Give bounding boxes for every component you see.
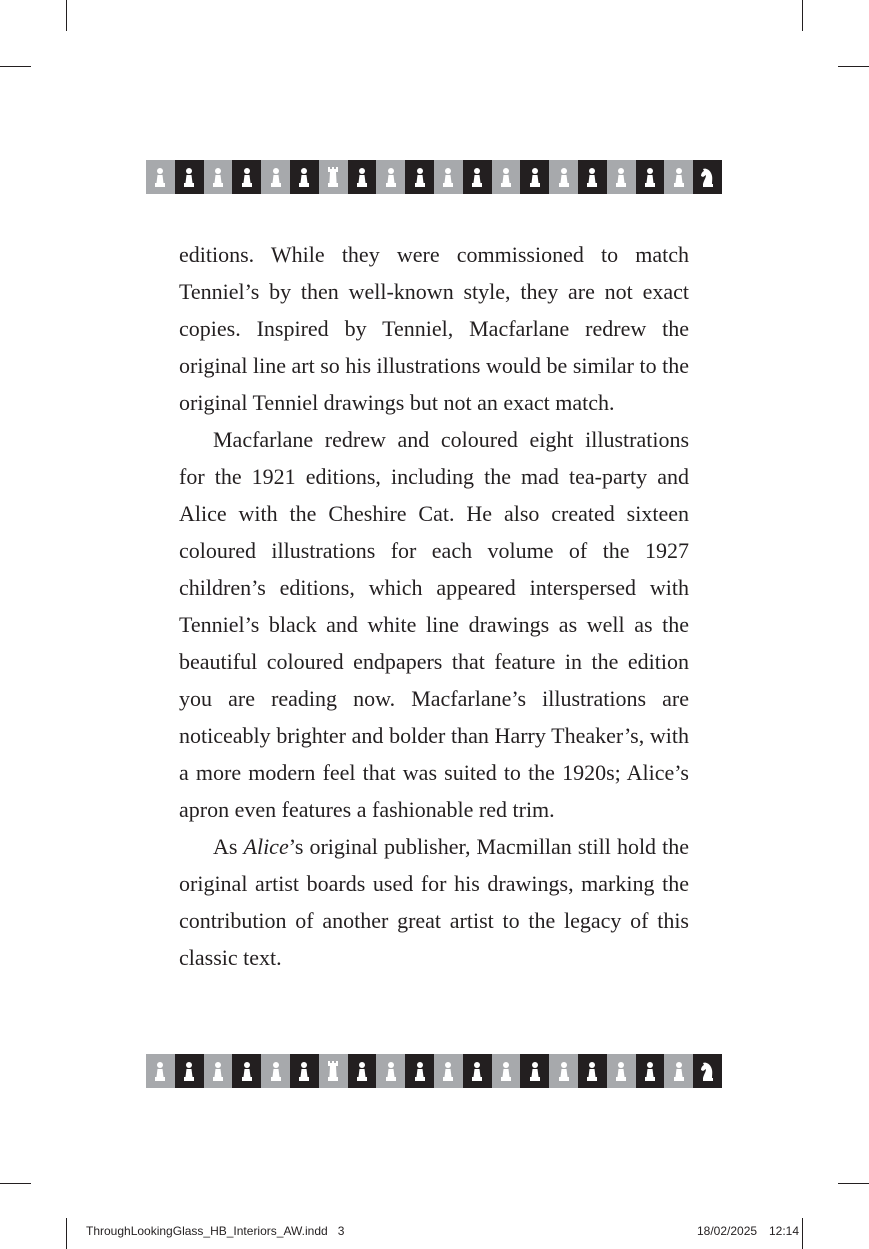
crop-mark-left-top	[0, 66, 31, 67]
chess-pawn-icon	[413, 166, 427, 188]
chess-pawn-icon	[614, 166, 628, 188]
chess-top-square	[348, 160, 377, 194]
crop-mark-right-bottom	[838, 1183, 869, 1184]
paragraph-3	[179, 828, 689, 976]
chess-pawn-icon	[528, 1060, 542, 1082]
chess-pawn-icon	[672, 166, 686, 188]
chess-top-square	[146, 160, 175, 194]
paragraph-3-lead: As	[213, 834, 244, 859]
chess-pawn-icon	[182, 166, 196, 188]
chess-top-square	[405, 160, 434, 194]
chess-top-square	[693, 160, 722, 194]
chess-pawn-icon	[211, 1060, 225, 1082]
chess-pawn-icon	[269, 166, 283, 188]
crop-mark-right-top	[838, 66, 869, 67]
chess-border-bottom	[146, 1054, 722, 1088]
chess-top-square	[434, 160, 463, 194]
chess-top-square	[261, 160, 290, 194]
chess-bottom-square	[434, 1054, 463, 1088]
chess-bottom-square	[232, 1054, 261, 1088]
chess-pawn-icon	[470, 1060, 484, 1082]
chess-knight-icon	[700, 166, 716, 188]
chess-pawn-icon	[297, 1060, 311, 1082]
chess-pawn-icon	[470, 166, 484, 188]
chess-bottom-square	[693, 1054, 722, 1088]
crop-mark-left-bottom	[0, 1183, 31, 1184]
page-body-text	[179, 236, 689, 976]
chess-pawn-icon	[297, 166, 311, 188]
chess-bottom-square	[405, 1054, 434, 1088]
chess-pawn-icon	[585, 1060, 599, 1082]
chess-pawn-icon	[672, 1060, 686, 1082]
chess-bottom-square	[376, 1054, 405, 1088]
chess-pawn-icon	[384, 1060, 398, 1082]
chess-bottom-square	[492, 1054, 521, 1088]
chess-top-square	[607, 160, 636, 194]
chess-bottom-square	[261, 1054, 290, 1088]
chess-bottom-square	[319, 1054, 348, 1088]
chess-pawn-icon	[355, 166, 369, 188]
paragraph-3-rest: ’s original publisher, Macmillan still hold the original artist boards used for his drawings, marking the contribution of another great artist to the legacy of this classic text.	[179, 834, 689, 970]
chess-bottom-square	[636, 1054, 665, 1088]
chess-top-square	[290, 160, 319, 194]
crop-mark-bottom-left	[66, 1218, 67, 1249]
paragraph-1: editions. While they were commissioned to match Tenniel’s by then well-known style, they are not exact copies. Inspired by Tenniel, Macfarlane redrew the original line art so his illustrations would be similar to the original Tenniel drawings but not an exact match.	[179, 242, 689, 415]
chess-top-square	[204, 160, 233, 194]
chess-pawn-icon	[413, 1060, 427, 1082]
chess-pawn-icon	[643, 1060, 657, 1082]
chess-top-square	[520, 160, 549, 194]
chess-bottom-square	[520, 1054, 549, 1088]
chess-bottom-square	[578, 1054, 607, 1088]
chess-pawn-icon	[240, 1060, 254, 1082]
chess-top-square	[463, 160, 492, 194]
chess-pawn-icon	[557, 1060, 571, 1082]
chess-top-square	[232, 160, 261, 194]
chess-rook-icon	[326, 1060, 340, 1082]
chess-pawn-icon	[528, 166, 542, 188]
chess-pawn-icon	[153, 1060, 167, 1082]
slug-date: 18/02/2025	[697, 1224, 758, 1238]
chess-pawn-icon	[557, 166, 571, 188]
chess-knight-icon	[700, 1060, 716, 1082]
slug-time: 12:14	[769, 1224, 800, 1238]
chess-top-square	[664, 160, 693, 194]
chess-bottom-square	[348, 1054, 377, 1088]
chess-bottom-square	[146, 1054, 175, 1088]
paragraph-2: Macfarlane redrew and coloured eight illustrations for the 1921 editions, including the mad tea-party and Alice with the Cheshire Cat. He also created sixteen coloured illustrations for each volume of the 1927 children’s editions, which appeared interspersed with Tenniel’s black and white line drawings as well as the beautiful coloured endpapers that feature in the edition you are reading now. Macfarlane’s illustrations are noticeably brighter and bolder than Harry Theaker’s, with a more modern feel that was suited to the 1920s; Alice’s apron even features a fashionable red trim.	[179, 427, 689, 822]
chess-pawn-icon	[614, 1060, 628, 1082]
chess-pawn-icon	[384, 166, 398, 188]
chess-bottom-square	[664, 1054, 693, 1088]
chess-pawn-icon	[153, 166, 167, 188]
crop-mark-bottom-right	[802, 1218, 803, 1249]
chess-pawn-icon	[211, 166, 225, 188]
chess-border-top	[146, 160, 722, 194]
chess-pawn-icon	[585, 166, 599, 188]
book-title-italic: Alice	[243, 834, 289, 859]
chess-pawn-icon	[182, 1060, 196, 1082]
chess-top-square	[549, 160, 578, 194]
chess-pawn-icon	[269, 1060, 283, 1082]
chess-bottom-square	[175, 1054, 204, 1088]
chess-bottom-square	[290, 1054, 319, 1088]
chess-top-square	[636, 160, 665, 194]
crop-mark-top-left	[66, 0, 67, 31]
chess-top-square	[578, 160, 607, 194]
chess-bottom-square	[549, 1054, 578, 1088]
chess-pawn-icon	[355, 1060, 369, 1082]
chess-pawn-icon	[499, 1060, 513, 1082]
chess-pawn-icon	[441, 166, 455, 188]
chess-bottom-square	[463, 1054, 492, 1088]
chess-bottom-square	[204, 1054, 233, 1088]
chess-rook-icon	[326, 166, 340, 188]
chess-pawn-icon	[240, 166, 254, 188]
crop-mark-top-right	[802, 0, 803, 31]
chess-pawn-icon	[643, 166, 657, 188]
chess-top-square	[492, 160, 521, 194]
slug-filename: ThroughLookingGlass_HB_Interiors_AW.indd 3	[86, 1224, 345, 1238]
chess-top-square	[376, 160, 405, 194]
chess-top-square	[319, 160, 348, 194]
chess-pawn-icon	[499, 166, 513, 188]
chess-top-square	[175, 160, 204, 194]
chess-pawn-icon	[441, 1060, 455, 1082]
chess-bottom-square	[607, 1054, 636, 1088]
